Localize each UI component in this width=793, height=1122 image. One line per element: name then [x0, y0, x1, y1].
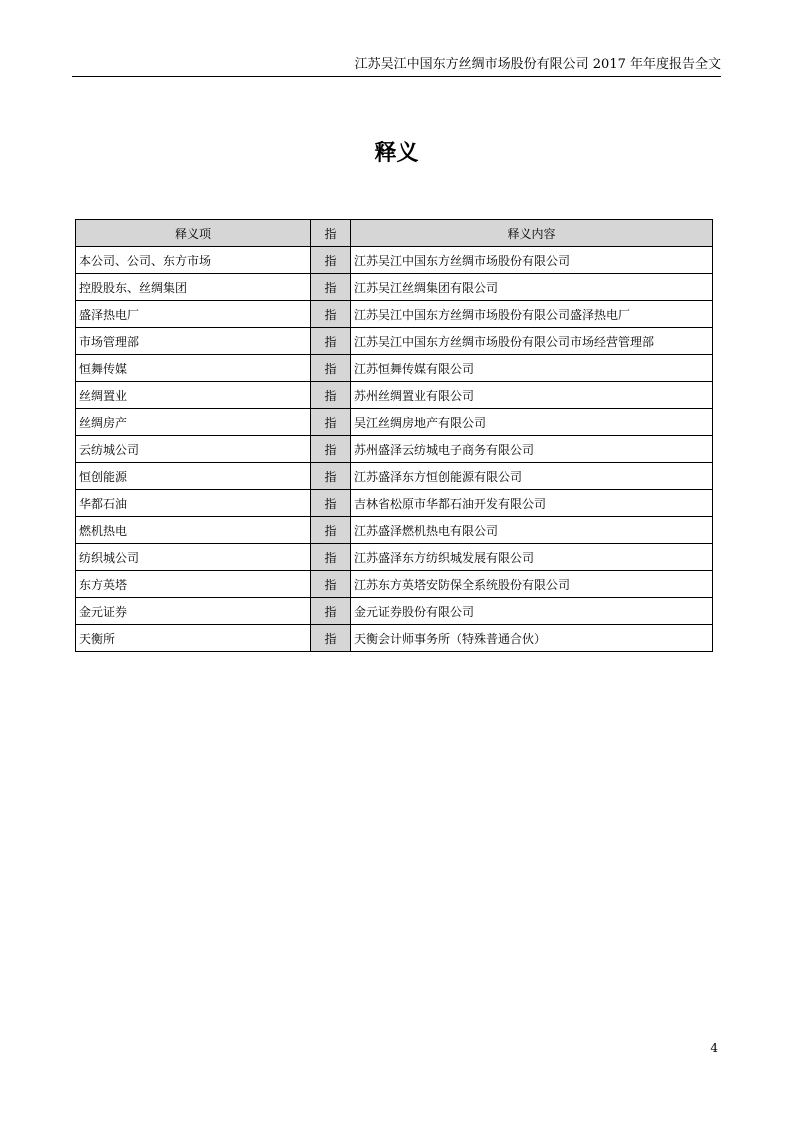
- page-header: 江苏吴江中国东方丝绸市场股份有限公司 2017 年年度报告全文: [72, 54, 721, 77]
- ref-cell: 指: [311, 598, 351, 625]
- term-cell: 云纺城公司: [76, 436, 311, 463]
- definition-cell: 苏州盛泽云纺城电子商务有限公司: [351, 436, 713, 463]
- table-row: [76, 598, 713, 625]
- header-term: 释义项: [76, 220, 311, 247]
- term-cell: 纺织城公司: [76, 544, 311, 571]
- table-row: [76, 382, 713, 409]
- table-row: [76, 625, 713, 652]
- term-cell: 丝绸房产: [76, 409, 311, 436]
- table-row: [76, 517, 713, 544]
- definition-cell: 天衡会计师事务所（特殊普通合伙）: [351, 625, 713, 652]
- header-definition: 释义内容: [351, 220, 713, 247]
- ref-cell: 指: [311, 625, 351, 652]
- definition-cell: 金元证券股份有限公司: [351, 598, 713, 625]
- ref-cell: 指: [311, 436, 351, 463]
- ref-cell: 指: [311, 517, 351, 544]
- table-row: [76, 328, 713, 355]
- term-cell: 华都石油: [76, 490, 311, 517]
- definition-cell: 江苏吴江中国东方丝绸市场股份有限公司盛泽热电厂: [351, 301, 713, 328]
- table-row: [76, 274, 713, 301]
- table-row: [76, 463, 713, 490]
- term-cell: 恒舞传媒: [76, 355, 311, 382]
- term-cell: 东方英塔: [76, 571, 311, 598]
- ref-cell: 指: [311, 274, 351, 301]
- definition-cell: 吉林省松原市华都石油开发有限公司: [351, 490, 713, 517]
- term-cell: 燃机热电: [76, 517, 311, 544]
- header-ref: 指: [311, 220, 351, 247]
- definition-cell: 江苏盛泽东方纺织城发展有限公司: [351, 544, 713, 571]
- definition-cell: 江苏吴江中国东方丝绸市场股份有限公司: [351, 247, 713, 274]
- definition-cell: 吴江丝绸房地产有限公司: [351, 409, 713, 436]
- term-cell: 金元证券: [76, 598, 311, 625]
- ref-cell: 指: [311, 382, 351, 409]
- definition-cell: 江苏吴江丝绸集团有限公司: [351, 274, 713, 301]
- ref-cell: 指: [311, 463, 351, 490]
- ref-cell: 指: [311, 247, 351, 274]
- definition-cell: 苏州丝绸置业有限公司: [351, 382, 713, 409]
- table-row: [76, 355, 713, 382]
- term-cell: 盛泽热电厂: [76, 301, 311, 328]
- ref-cell: 指: [311, 571, 351, 598]
- table-row: [76, 571, 713, 598]
- term-cell: 控股股东、丝绸集团: [76, 274, 311, 301]
- term-cell: 天衡所: [76, 625, 311, 652]
- term-cell: 恒创能源: [76, 463, 311, 490]
- term-cell: 丝绸置业: [76, 382, 311, 409]
- definition-cell: 江苏东方英塔安防保全系统股份有限公司: [351, 571, 713, 598]
- definitions-table: [75, 219, 713, 652]
- ref-cell: 指: [311, 301, 351, 328]
- term-cell: 本公司、公司、东方市场: [76, 247, 311, 274]
- page-number: 4: [710, 1041, 718, 1055]
- table-row: [76, 301, 713, 328]
- ref-cell: 指: [311, 355, 351, 382]
- definition-cell: 江苏盛泽东方恒创能源有限公司: [351, 463, 713, 490]
- table-row: [76, 544, 713, 571]
- definition-cell: 江苏盛泽燃机热电有限公司: [351, 517, 713, 544]
- definition-cell: 江苏恒舞传媒有限公司: [351, 355, 713, 382]
- ref-cell: 指: [311, 328, 351, 355]
- ref-cell: 指: [311, 490, 351, 517]
- table-header-row: [76, 220, 713, 247]
- term-cell: 市场管理部: [76, 328, 311, 355]
- page-title: 释义: [374, 140, 419, 166]
- ref-cell: 指: [311, 409, 351, 436]
- ref-cell: 指: [311, 544, 351, 571]
- table-row: [76, 490, 713, 517]
- definition-cell: 江苏吴江中国东方丝绸市场股份有限公司市场经营管理部: [351, 328, 713, 355]
- table-row: [76, 247, 713, 274]
- table-row: [76, 409, 713, 436]
- table-row: [76, 436, 713, 463]
